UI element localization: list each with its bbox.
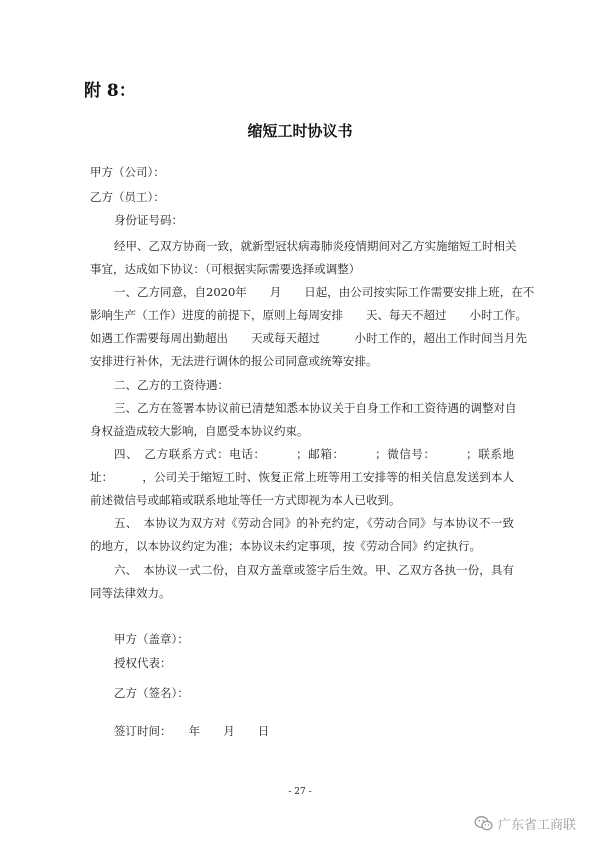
authorized-rep-line: 授权代表： bbox=[114, 656, 172, 670]
intro-line-1: 经甲、乙双方协商一致，就新型冠状病毒肺炎疫情期间对乙方实施缩短工时相关 bbox=[114, 239, 517, 253]
sign-date-line: 签订时间： 年 月 日 bbox=[114, 724, 270, 738]
clause-5-line-2: 的地方，以本协议约定为准；本协议未约定事项，按《劳动合同》约定执行。 bbox=[90, 539, 481, 553]
party-a-line: 甲方（公司）： bbox=[90, 165, 165, 179]
clause-3-line-1: 三、乙方在签署本协议前已清楚知悉本协议关于自身工作和工资待遇的调整对自 bbox=[114, 401, 517, 415]
clause-4-line-3: 前述微信号或邮箱或联系地址等任一方式即视为本人已收到。 bbox=[90, 493, 401, 507]
page-number: - 27 - bbox=[288, 787, 312, 797]
intro-line-2: 事宜，达成如下协议：（可根据实际需要选择或调整） bbox=[90, 262, 361, 276]
clause-4-line-2: 址： ，公司关于缩短工时、恢复正常上班等用工安排等的相关信息发送到本人 bbox=[90, 470, 514, 484]
clause-4-line-1: 四、 乙方联系方式：电话： ；邮箱： ；微信号： ；联系地 bbox=[114, 447, 514, 461]
party-a-seal-line: 甲方（盖章）： bbox=[114, 632, 189, 646]
clause-5-line-1: 五、 本协议为双方对《劳动合同》的补充约定，《劳动合同》与本协议不一致 bbox=[114, 516, 514, 530]
clause-3-line-2: 身权益造成较大影响，自愿受本协议约束。 bbox=[90, 424, 309, 438]
clause-6-line-2: 同等法律效力。 bbox=[90, 586, 171, 600]
annex-label: 附 8： bbox=[84, 81, 136, 101]
clause-1-line-4: 安排进行补休，无法进行调休的报公司同意或统筹安排。 bbox=[90, 354, 378, 368]
clause-2-line: 二、乙方的工资待遇： bbox=[114, 378, 229, 392]
id-number-line: 身份证号码： bbox=[114, 213, 183, 227]
clause-1-line-1: 一、乙方同意，自2020年 月 日起，由公司按实际工作需要安排上班，在不 bbox=[114, 285, 535, 299]
party-b-line: 乙方（员工）： bbox=[90, 190, 165, 204]
document-title: 缩短工时协议书 bbox=[247, 122, 353, 140]
wechat-icon bbox=[474, 815, 494, 832]
watermark-text: 广东省工商联 bbox=[497, 818, 576, 833]
party-b-sign-line: 乙方（签名）： bbox=[114, 686, 189, 700]
clause-1-line-2: 影响生产（工作）进度的前提下，原则上每周安排 天、每天不超过 小时工作。 bbox=[90, 308, 527, 322]
watermark bbox=[474, 814, 576, 833]
clause-6-line-1: 六、 本协议一式二份，自双方盖章或签字后生效。甲、乙双方各执一份，具有 bbox=[114, 563, 514, 577]
clause-1-line-3: 如遇工作需要每周出勤超出 天或每天超过 小时工作的，超出工作时间当月先 bbox=[90, 331, 527, 345]
